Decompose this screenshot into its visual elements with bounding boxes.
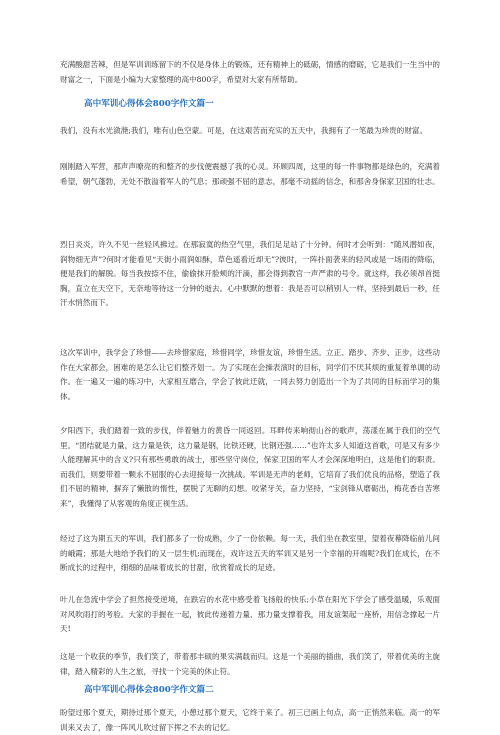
section-2-paragraph-1: 盼望过那个夏天，期待过那个夏天，小憩过那个夏天，它终于来了。初三已画上句点，高一正悄然来临。高一的军训来又去了，像一阵风儿吹过留下挥之不去的记忆。: [60, 708, 440, 732]
section-1-paragraph-5: 夕阳西下，我们踏着一致的步伐，伴着魅力的黄昏一同返回。耳畔传来响彻山谷的歌声，荡漾在属于我们的空气里。“团结就是力量，这力量是铁，这力量是钢，比铁还硬，比钢还强……”也许太多人知道这首歌，可是又有多少人能理解其中的含义?只有那些勇敢的战士，那些坚守岗位，保家卫国的军人才会深深地明白，这是他们的职责。而我们，则要带着一颗永不屈服的心去迎接每一次挑战。军训是无声的老师，它培育了我们优良的品格，塑造了我们不屈的精神，摒弃了懒散的惰性，摆脱了无聊的幻想。咬紧牙关，奋力坚持，“宝剑锋从磨砺出，梅花香自苦寒来”，我懂得了从客观的角度正视生活。: [60, 426, 440, 508]
section-1-title: 高中军训心得体会800字作文篇一: [84, 99, 214, 109]
section-1-paragraph-2: 刚刚踏入军营，那声声嘹亮的和整齐的步伐便震撼了我的心灵。环顾四周，这里的每一件事物都是绿色的，充满着希望，朝气蓬勃，无处不散溢着军人的气息；那顽强不屈的意志，那毫不动摇的信念，和那舍身保家卫国的壮志。: [60, 162, 440, 186]
section-1-paragraph-8: 这是一个收获的季节，我们笑了，带着那丰硕的果实满载而归。这是一个美丽的插曲，我们笑了，带着优美的主旋律，踏入精彩的人生之旅，寻找一个完美的休止符。: [60, 652, 440, 676]
section-1-paragraph-3: 烈日炎炎，许久不见一丝轻风拂过。在那寂寞的热空气里，我们足足站了十分钟。何时才会听到：“随风潜如夜，润物细无声”?何时才能看见“天街小雨润如酥，草色遥看近却无”?彼时，一阵扑面袭来的轻风或是一场雨的降临，便是我们的解脱。每当我按捺不住，偷偷抹开脸颊的汗滴，都会得到教官一声严肃的号令。就这样，我必须昂首挺胸，直立在天空下，无奈地等待这一分钟的逝去。心中默默的想着：我是否可以稍别人一样，坚持到最后一秒，任汗水悄然而下。: [60, 240, 440, 307]
section-1-paragraph-7: 叶儿在急流中学会了担然接受逆境，在跌宕的水花中感受着飞扬般的快乐;小草在阳光下学会了感受温暖，乐观面对风吹雨打的考验。大家的手握在一起，彼此传递着力量、那力量支撑着我，用友谊架起一座桥，用信念撑起一片天!: [60, 595, 440, 633]
section-1-paragraph-1: 我们，没有水光潋滟;我们，唯有山色空蒙。可是，在这艰苦而充实的五天中，我拥有了一笔最为珍贵的财富。: [60, 126, 428, 135]
section-1-paragraph-4: 这次军训中，我学会了珍惜——去珍惜家庭，珍惜同学，珍惜友谊，珍惜生活。立正、踏步、齐步、正步，这些动作在大家都会，困难的是怎么让它们整齐划一。为了实现在会操表演时的目标，同学们不厌其烦的重复着单调的动作。在一遍又一遍的练习中，大家相互磨合，学会了彼此迁就，一同去努力创造出一个为了共同的目标而学习的集体。: [60, 348, 440, 401]
section-2-title: 高中军训心得体会800字作文篇二: [84, 685, 214, 695]
section-1-paragraph-6: 经过了这为期五天的军训，我们都多了一份成熟，少了一份依赖。每一天，我们坐在教室里，望着夜幕降临前儿间的峨霞；那是大地给予我们的又一层生机;而现在，戏许这五天的军训又是另一个幸福的开端呢?我们在成长，在不断成长的过程中，细细的品味着成长的甘甜，欣赏着成长的足迹。: [60, 534, 440, 572]
intro-paragraph: 充满酸甜苦辣，但是军训训练留下的不仅是身体上的锻炼，还有精神上的砥砺，情感的磨砺，它是我们一生当中的财富之一，下面是小编为大家整理的高中800字，希望对大家有所帮助。: [60, 60, 440, 84]
